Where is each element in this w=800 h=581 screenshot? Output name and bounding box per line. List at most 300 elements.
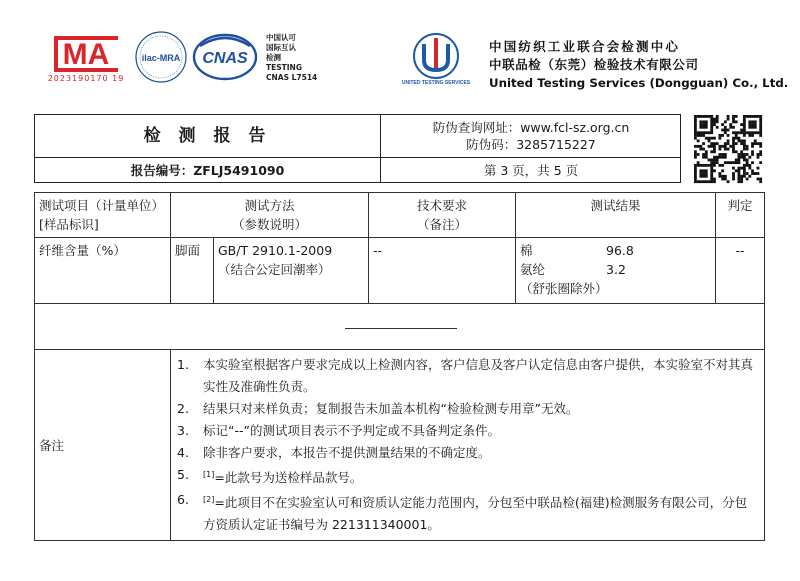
qr-module [710,180,713,183]
qr-module [710,145,713,148]
qr-module [727,115,730,118]
qr-module [699,169,702,172]
qr-module [748,156,751,159]
qr-module [740,129,743,132]
qr-module [746,131,749,134]
qr-module [705,172,708,175]
qr-module [702,148,705,151]
qr-module [746,159,749,162]
qr-module [748,115,751,118]
qr-module [729,145,732,148]
qr-module [721,178,724,181]
qr-module [732,126,735,129]
qr-module [757,156,760,159]
qr-module [708,115,711,118]
qr-module [716,115,719,118]
ilac-mra-logo [134,30,188,84]
qr-module [740,150,743,153]
qr-module [740,156,743,159]
qr-module [743,115,746,118]
qr-module [759,134,762,137]
qr-module [697,145,700,148]
table-header-row [35,193,765,238]
qr-module [732,148,735,151]
qr-module [705,150,708,153]
qr-module [697,180,700,183]
qr-module [732,139,735,142]
qr-module [732,167,735,170]
qr-module [705,123,708,126]
qr-module [710,115,713,118]
qr-module [724,178,727,181]
qr-module [727,161,730,164]
qr-module [710,161,713,164]
qr-module [751,120,754,123]
qr-module [697,153,700,156]
qr-module [732,175,735,178]
cnas-accreditation-text: 中国认可 国际互认 检测 TESTING CNAS L7514 [266,33,318,82]
notes-list [171,350,765,541]
qr-module [718,153,721,156]
qr-module [740,180,743,183]
qr-module [740,139,743,142]
qr-module [694,150,697,153]
qr-module [699,148,702,151]
qr-module [708,139,711,142]
qr-module [702,175,705,178]
note-item: 6. [2]=此项目不在实验室认可和资质认定能力范围内，分包至中联品检(福建)检测服务有限公司，分包方资质认定证书编号为 221311340001。 [177,492,748,533]
qr-module [724,153,727,156]
qr-module [694,180,697,183]
qr-module [738,180,741,183]
qr-module [759,178,762,181]
qr-module [759,120,762,123]
verify-code: 防伪码：3285715227 [466,137,596,152]
qr-module [705,131,708,134]
qr-module [724,156,727,159]
qr-module [759,131,762,134]
qr-module [746,161,749,164]
org-name-cn-2: 中联品检（东莞）检验技术有限公司 [489,57,699,72]
qr-module [721,175,724,178]
qr-module [754,172,757,175]
qr-module [732,115,735,118]
qr-module [738,169,741,172]
qr-module [751,169,754,172]
qr-module [721,129,724,132]
qr-module [710,169,713,172]
qr-module [702,153,705,156]
qr-module [721,145,724,148]
qr-module [718,156,721,159]
qr-module [697,164,700,167]
separator-row [35,304,765,350]
page-indicator: 第 3 页，共 5 页 [483,163,579,178]
qr-module [743,145,746,148]
qr-module [735,150,738,153]
qr-module [699,134,702,137]
qr-module [713,145,716,148]
qr-module [694,131,697,134]
qr-module [751,161,754,164]
qr-module [751,150,754,153]
qr-module [729,123,732,126]
qr-module [727,134,730,137]
qr-module [754,115,757,118]
qr-module [748,175,751,178]
qr-module [751,131,754,134]
cma-logo-text: MA [62,38,110,71]
qr-module [708,137,711,140]
qr-module [732,131,735,134]
cell-result: 棉 96.8 氨纶 3.2 （舒张圈除外） [516,238,716,304]
qr-module [724,142,727,145]
qr-module [718,172,721,175]
qr-module [705,115,708,118]
qr-module [697,134,700,137]
qr-module [699,115,702,118]
qr-module [694,153,697,156]
qr-module [713,169,716,172]
qr-module [743,172,746,175]
qr-module [735,131,738,134]
qr-module [708,164,711,167]
qr-module [754,139,757,142]
cell-method: GB/T 2910.1-2009 （结合公定回潮率） [214,238,369,304]
qr-module [735,159,738,162]
cell-item: 纤维含量（%） [35,238,171,304]
qr-module [743,118,746,121]
qr-module [757,131,760,134]
qr-module [710,178,713,181]
qr-module [702,123,705,126]
qr-module [738,167,741,170]
qr-module [699,175,702,178]
qr-module [710,167,713,170]
organization-names [489,38,788,92]
qr-module [702,169,705,172]
qr-module [702,142,705,145]
qr-module [735,120,738,123]
qr-module [751,115,754,118]
qr-module [732,161,735,164]
qr-module [754,120,757,123]
qr-module [705,175,708,178]
qr-module [713,156,716,159]
qr-module [724,131,727,134]
qr-module [735,169,738,172]
verify-url: 防伪查询网址：www.fcl-sz.org.cn [432,120,630,135]
qr-module [710,159,713,162]
qr-module [705,164,708,167]
qr-module [694,129,697,132]
qr-module [740,153,743,156]
qr-module [705,153,708,156]
qr-module [751,172,754,175]
qr-module [743,129,746,132]
qr-module [710,131,713,134]
qr-module [751,142,754,145]
qr-module [713,159,716,162]
qr-module [721,123,724,126]
qr-module [699,126,702,129]
qr-module [694,169,697,172]
report-number: 报告编号：ZFLJ5491090 [130,163,285,178]
qr-module [751,145,754,148]
qr-module [743,164,746,167]
qr-module [724,120,727,123]
qr-module [705,180,708,183]
qr-module [740,167,743,170]
uts-logo-sub: UNITED TESTING SERVICES [401,80,471,86]
qr-module [759,153,762,156]
qr-module [721,169,724,172]
qr-module [759,118,762,121]
notes-label: 备注 [35,350,171,541]
qr-module [743,142,746,145]
qr-module [743,175,746,178]
qr-module [713,180,716,183]
qr-module [710,120,713,123]
qr-module [694,178,697,181]
report-title: 检 测 报 告 [143,126,272,146]
qr-module [746,172,749,175]
qr-module [746,145,749,148]
notes-row [35,350,765,541]
note-item: 1. 本实验室根据客户要求完成以上检测内容，客户信息及客户认定信息由客户提供，本实验室不对其真实性及准确性负责。 [177,357,754,394]
qr-module [754,123,757,126]
qr-module [699,172,702,175]
qr-module [748,126,751,129]
cma-number: 2023190170 19 [47,74,125,83]
qr-module [708,131,711,134]
qr-module [705,169,708,172]
qr-module [748,164,751,167]
qr-module [694,115,697,118]
qr-module [710,137,713,140]
qr-module [694,175,697,178]
qr-module [735,115,738,118]
ilac-logo-text: ilac-MRA [141,53,181,63]
header-requirement: 技术要求 （备注） [369,193,516,238]
qr-module [743,131,746,134]
qr-module [705,120,708,123]
qr-module [718,137,721,140]
header-judgement: 判定 [716,193,765,238]
qr-module [694,164,697,167]
qr-module [699,131,702,134]
qr-module [705,156,708,159]
qr-module [754,131,757,134]
qr-module [716,120,719,123]
verification-info [381,119,681,153]
qr-module [710,129,713,132]
qr-module [740,131,743,134]
org-name-en: United Testing Services (Dongguan) Co., Ltd. [489,76,789,90]
qr-module [743,159,746,162]
qr-module [759,145,762,148]
qr-module [724,148,727,151]
qr-module [732,142,735,145]
qr-module [727,148,730,151]
qr-module [732,150,735,153]
qr-module [743,120,746,123]
qr-module [713,150,716,153]
qr-module [713,120,716,123]
qr-module [724,161,727,164]
qr-module [710,118,713,121]
qr-module [732,120,735,123]
qr-module [697,131,700,134]
qr-module [721,156,724,159]
qr-module [746,153,749,156]
qr-module [721,164,724,167]
qr-module [718,164,721,167]
note-item: 2. 结果只对来样负责；复制报告未加盖本机构“检验检测专用章”无效。 [177,401,579,416]
qr-module [748,120,751,123]
qr-module [716,142,719,145]
qr-module [710,164,713,167]
qr-module [738,175,741,178]
qr-module [735,142,738,145]
qr-module [705,137,708,140]
qr-module [694,134,697,137]
report-header [34,114,681,183]
qr-module [718,148,721,151]
qr-module [754,126,757,129]
qr-module [721,153,724,156]
qr-module [732,178,735,181]
qr-module [713,164,716,167]
qr-module [716,159,719,162]
qr-module [708,159,711,162]
qr-module [716,161,719,164]
qr-module [748,134,751,137]
qr-module [697,139,700,142]
qr-module [727,180,730,183]
results-table [34,192,765,541]
qr-module [735,137,738,140]
qr-module [743,123,746,126]
qr-module [713,178,716,181]
qr-module [713,123,716,126]
qr-module [694,126,697,129]
qr-module [759,129,762,132]
qr-module [757,167,760,170]
table-row [35,238,765,304]
qr-module [757,153,760,156]
qr-module [694,123,697,126]
qr-module [746,148,749,151]
header-result: 测试结果 [516,193,716,238]
qr-module [705,126,708,129]
qr-module [740,178,743,181]
cell-judgement: -- [716,238,765,304]
qr-module [699,120,702,123]
qr-module [716,118,719,121]
cnas-logo [192,32,258,82]
qr-module [710,175,713,178]
qr-module [694,137,697,140]
qr-module [735,161,738,164]
qr-module [732,118,735,121]
qr-module [732,172,735,175]
qr-module [740,123,743,126]
qr-module [743,126,746,129]
qr-module [743,139,746,142]
qr-module [738,172,741,175]
qr-module [724,129,727,132]
qr-module [727,139,730,142]
qr-module [743,167,746,170]
uts-logo [401,30,471,88]
cnas-logo-text: CNAS [202,50,248,67]
qr-module [746,115,749,118]
qr-module [759,142,762,145]
qr-module [759,180,762,183]
note-item: 3. 标记“--”的测试项目表示不予判定或不具备判定条件。 [177,423,500,438]
qr-module [732,137,735,140]
qr-module [727,129,730,132]
qr-module [694,167,697,170]
header-test-item: 测试项目（计量单位） [样品标识] [35,193,171,238]
qr-module [743,156,746,159]
qr-module [751,153,754,156]
header-test-method: 测试方法 （参数说明） [171,193,369,238]
qr-module [699,145,702,148]
qr-module [702,156,705,159]
qr-module [757,115,760,118]
qr-module [738,159,741,162]
qr-module [702,180,705,183]
qr-module [694,118,697,121]
qr-module [751,126,754,129]
qr-module [757,172,760,175]
qr-module [702,172,705,175]
qr-module [710,126,713,129]
qr-module [735,134,738,137]
qr-module [732,145,735,148]
qr-module [751,123,754,126]
qr-module [727,142,730,145]
note-item: 5. [1]=此款号为送检样品款号。 [177,467,363,486]
qr-module [738,153,741,156]
qr-module [759,126,762,129]
qr-module [724,145,727,148]
qr-module [746,178,749,181]
qr-module [702,131,705,134]
qr-module [743,169,746,172]
qr-module [738,156,741,159]
qr-module [697,161,700,164]
qr-module [738,139,741,142]
qr-module [718,134,721,137]
qr-module [724,126,727,129]
qr-module [738,178,741,181]
qr-module [710,150,713,153]
qr-module [757,142,760,145]
end-of-results-line [345,328,457,329]
qr-module [727,118,730,121]
qr-module [702,134,705,137]
qr-module [710,142,713,145]
qr-module [716,156,719,159]
qr-module [694,156,697,159]
qr-module [708,180,711,183]
qr-module [713,118,716,121]
qr-module [759,161,762,164]
qr-module [748,131,751,134]
